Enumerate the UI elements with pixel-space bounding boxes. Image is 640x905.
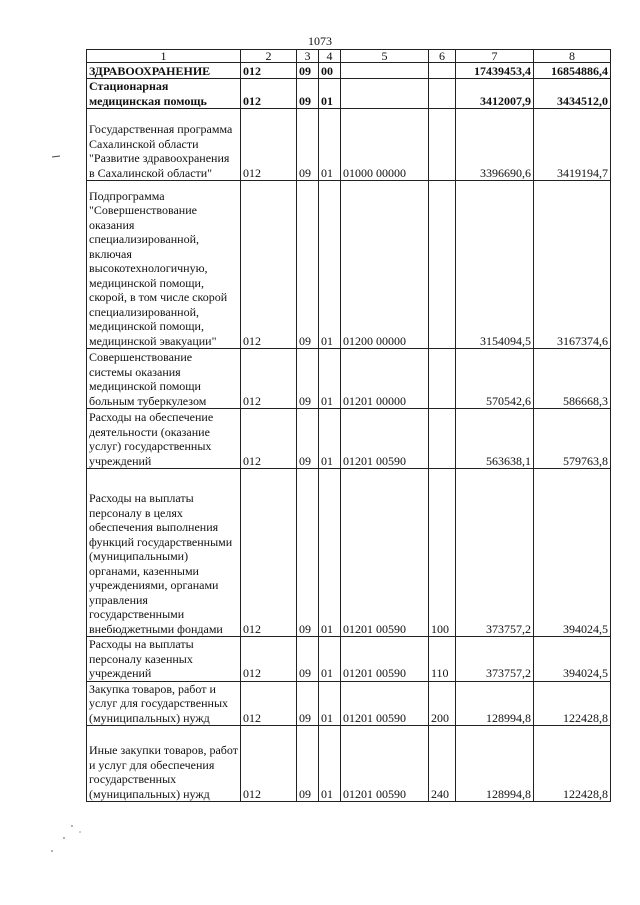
row-name: Расходы на обеспечение деятельности (оказание услуг) государственных учреждений bbox=[87, 409, 241, 469]
amount-col7: 3154094,5 bbox=[456, 181, 534, 349]
code-subsection: 01 bbox=[319, 681, 341, 726]
code-target: 01200 00000 bbox=[341, 181, 429, 349]
column-number: 4 bbox=[319, 50, 341, 63]
amount-col7: 128994,8 bbox=[456, 726, 534, 802]
code-expense-type: 100 bbox=[429, 469, 456, 637]
code-chapter: 012 bbox=[241, 181, 297, 349]
code-subsection: 01 bbox=[319, 109, 341, 181]
column-number: 2 bbox=[241, 50, 297, 63]
column-number: 1 bbox=[87, 50, 241, 63]
code-target: 01201 00590 bbox=[341, 681, 429, 726]
code-subsection: 01 bbox=[319, 181, 341, 349]
amount-col7: 373757,2 bbox=[456, 637, 534, 682]
code-target: 01201 00590 bbox=[341, 409, 429, 469]
scan-mark bbox=[63, 837, 65, 839]
page-number: 1073 bbox=[308, 34, 332, 48]
code-section: 09 bbox=[297, 726, 319, 802]
amount-col7: 3396690,6 bbox=[456, 109, 534, 181]
amount-col7: 3412007,9 bbox=[456, 79, 534, 109]
code-subsection: 01 bbox=[319, 79, 341, 109]
amount-col8: 3434512,0 bbox=[534, 79, 611, 109]
code-subsection: 00 bbox=[319, 63, 341, 79]
code-subsection: 01 bbox=[319, 726, 341, 802]
scan-mark bbox=[51, 850, 53, 852]
amount-col8: 122428,8 bbox=[534, 726, 611, 802]
code-section: 09 bbox=[297, 79, 319, 109]
code-section: 09 bbox=[297, 409, 319, 469]
row-name: Расходы на выплаты персоналу казенных учреждений bbox=[87, 637, 241, 682]
code-chapter: 012 bbox=[241, 109, 297, 181]
code-section: 09 bbox=[297, 109, 319, 181]
amount-col7: 373757,2 bbox=[456, 469, 534, 637]
code-section: 09 bbox=[297, 181, 319, 349]
code-chapter: 012 bbox=[241, 349, 297, 409]
code-chapter: 012 bbox=[241, 469, 297, 637]
code-chapter: 012 bbox=[241, 409, 297, 469]
amount-col8: 579763,8 bbox=[534, 409, 611, 469]
column-number: 8 bbox=[534, 50, 611, 63]
code-chapter: 012 bbox=[241, 681, 297, 726]
code-target: 01201 00590 bbox=[341, 469, 429, 637]
amount-col8: 586668,3 bbox=[534, 349, 611, 409]
code-target: 01201 00000 bbox=[341, 349, 429, 409]
row-name: Иные закупки товаров, работ и услуг для обеспечения государственных (муниципальных) нужд bbox=[87, 726, 241, 802]
amount-col7: 17439453,4 bbox=[456, 63, 534, 79]
column-number: 5 bbox=[341, 50, 429, 63]
amount-col7: 128994,8 bbox=[456, 681, 534, 726]
code-subsection: 01 bbox=[319, 469, 341, 637]
code-section: 09 bbox=[297, 637, 319, 682]
row-name: Расходы на выплаты персоналу в целях обеспечения выполнения функций государственными (муниципальными) органами, казенными учреждениями, органами управления государственными внебюджетными фондами bbox=[87, 469, 241, 637]
code-chapter: 012 bbox=[241, 726, 297, 802]
amount-col8: 3419194,7 bbox=[534, 109, 611, 181]
code-chapter: 012 bbox=[241, 79, 297, 109]
code-expense-type: 200 bbox=[429, 681, 456, 726]
code-target: 01201 00590 bbox=[341, 637, 429, 682]
code-expense-type: 110 bbox=[429, 637, 456, 682]
code-section: 09 bbox=[297, 681, 319, 726]
amount-col8: 394024,5 bbox=[534, 469, 611, 637]
code-target: 01000 00000 bbox=[341, 109, 429, 181]
amount-col8: 394024,5 bbox=[534, 637, 611, 682]
code-section: 09 bbox=[297, 469, 319, 637]
code-subsection: 01 bbox=[319, 409, 341, 469]
column-number: 3 bbox=[297, 50, 319, 63]
code-subsection: 01 bbox=[319, 637, 341, 682]
row-name: ЗДРАВООХРАНЕНИЕ bbox=[87, 63, 241, 79]
amount-col7: 570542,6 bbox=[456, 349, 534, 409]
row-name: Стационарная медицинская помощь bbox=[87, 79, 241, 109]
row-name: Совершенствование системы оказания медицинской помощи больным туберкулезом bbox=[87, 349, 241, 409]
code-target: 01201 00590 bbox=[341, 726, 429, 802]
code-chapter: 012 bbox=[241, 63, 297, 79]
scan-mark bbox=[52, 156, 60, 157]
column-number: 6 bbox=[429, 50, 456, 63]
scan-mark bbox=[71, 825, 73, 827]
row-name: Государственная программа Сахалинской области "Развитие здравоохранения в Сахалинской области" bbox=[87, 109, 241, 181]
code-section: 09 bbox=[297, 63, 319, 79]
scan-mark bbox=[79, 831, 80, 832]
amount-col8: 122428,8 bbox=[534, 681, 611, 726]
amount-col7: 563638,1 bbox=[456, 409, 534, 469]
row-name: Подпрограмма "Совершенствование оказания специализированной, включая высокотехнологичную, медицинской помощи, скорой, в том числе скорой специализированной, медицинской помощи, медицинской эвакуации" bbox=[87, 181, 241, 349]
column-number: 7 bbox=[456, 50, 534, 63]
code-expense-type: 240 bbox=[429, 726, 456, 802]
code-section: 09 bbox=[297, 349, 319, 409]
amount-col8: 16854886,4 bbox=[534, 63, 611, 79]
code-subsection: 01 bbox=[319, 349, 341, 409]
code-chapter: 012 bbox=[241, 637, 297, 682]
amount-col8: 3167374,6 bbox=[534, 181, 611, 349]
row-name: Закупка товаров, работ и услуг для государственных (муниципальных) нужд bbox=[87, 681, 241, 726]
